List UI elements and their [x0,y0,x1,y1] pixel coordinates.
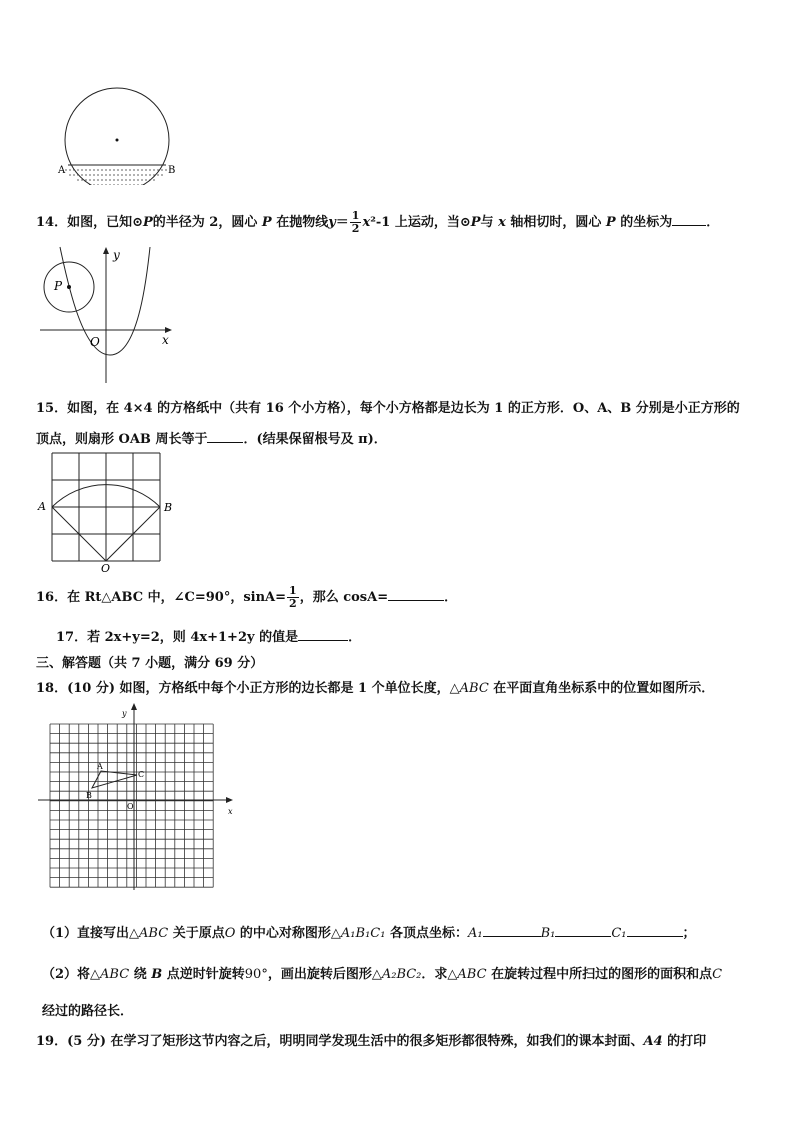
question-16-text [36,585,457,610]
q15-grid-figure [34,448,184,574]
label-c: C [138,770,145,779]
grid-lines [52,453,160,561]
frac-denominator: 2 [289,597,297,610]
q18-part2: 在平面直角坐标系中的位置如图所示． [488,681,715,696]
q18-sub2-part6: 在旋转过程中所扫过的图形的面积和点 [486,967,713,982]
frac-numerator: 1 [351,209,360,222]
label-p: P [54,279,63,293]
answer-blank [388,588,444,601]
q14-part3: 在抛物线 [271,215,329,230]
q14-part7: 的坐标为 [615,215,673,230]
q18-sub1-part2: 关于原点 [168,926,225,941]
question-19-text [36,1030,706,1049]
question-18-sub-2-line-2: 经过的路径长． [42,1004,134,1019]
q16-fraction [287,585,299,610]
q18-a1: A₁ [467,926,483,941]
answer-blank [672,213,706,226]
question-18-text [36,677,714,696]
q16-end: ． [444,590,458,605]
q17-part1: 17．若 2x+y=2，则 4x+1+2y 的值是 [56,630,299,645]
label-o: O [127,802,134,811]
q14-var-y: y [328,215,336,230]
q14-number: 14 [36,215,55,230]
q17-end: ． [348,630,362,645]
q18-sub1-part3: 的中心对称图形 [235,926,331,941]
label-o: O [101,562,111,574]
q18-sub2-point-b: B [151,967,163,982]
q14-parabola-figure [38,245,178,385]
q15-line2a: 顶点，则扇形 OAB 周长等于 [36,432,208,447]
q18-sub1-figure: △A₁B₁C₁ [330,926,386,941]
section-3-title: 三、解答题（共 7 小题，满分 69 分） [36,656,264,671]
q18-sub2-part5: ．求 [421,967,448,982]
label-b: B [164,501,173,514]
question-18-sub-2 [42,963,722,982]
label-x: x [228,807,233,816]
q14-fraction [350,210,362,235]
q16-part2: ，那么 cosA= [299,590,389,605]
q19-a4: A4 [643,1034,663,1049]
label-a: A [97,762,103,771]
q18-sub1-part1: （1）直接写出 [42,926,130,941]
q18-sub2-part1: （2）将 [42,967,91,982]
question-17-text [56,626,361,645]
q18-sub2-degree: 90° [244,967,268,982]
q14-part1: ．如图，已知⊙ [54,215,143,230]
question-15-line-2 [36,428,387,447]
q18-c1: C₁ [611,926,627,941]
q18-sub1-end: ； [682,926,696,941]
q18-sub2-figure: △A₂BC₂ [371,967,422,982]
q14-var-x: x [498,215,506,230]
answer-blank [207,430,243,443]
label-b: B [86,791,92,800]
q18-triangle: △ABC [449,681,489,696]
q14-part6: 轴相切时，圆心 [505,215,606,230]
q18-sub1-triangle: △ABC [129,926,169,941]
q18-b1: B₁ [540,926,556,941]
q18-sub2-part3: 点逆时针旋转 [162,967,245,982]
q19-part2: 的打印 [662,1034,707,1049]
center-dot [116,139,119,142]
answer-blank-b1 [555,924,611,937]
q18-sub2-triangle: △ABC [90,967,130,982]
q18-sub2-point-c: C [712,967,723,982]
question-15-line-1: 15．如图，在 4×4 的方格纸中（共有 16 个小方格），每个小方格都是边长为 1 的正方形．O、A、B 分别是小正方形的 [36,401,740,416]
label-y: y [113,248,120,262]
circle-outline [65,88,169,185]
q14-var-p: P [470,215,481,230]
frac-numerator: 1 [289,584,297,597]
q18-part1: 18．(10 分) 如图，方格纸中每个小正方形的边长都是 1 个单位长度， [36,681,450,696]
label-a: A [38,500,46,513]
q15-line2b: ．(结果保留根号及 π)． [243,432,387,447]
question-18-sub-1 [42,922,696,941]
q18-coordinate-figure [36,702,246,894]
q14-part4: ²-1 上运动，当⊙ [370,215,471,230]
q18-sub1-part4: 各顶点坐标： [385,926,468,941]
q14-var-p: P [605,215,616,230]
q16-part1: 16．在 Rt△ABC 中，∠C=90°，sinA= [36,590,287,605]
label-b: B [168,165,176,176]
y-axis-arrow [103,247,109,254]
q18-sub1-origin: O [224,926,236,941]
x-axis-arrow [226,797,233,803]
triangle-abc [92,771,137,788]
q14-var-p: P [143,215,153,230]
q14-var-p: P [261,215,272,230]
q14-part5: 与 [480,215,499,230]
point-p [67,285,71,289]
q14-var-x: x [362,215,371,230]
frac-denominator: 2 [351,222,360,235]
label-o: O [90,335,100,349]
parabola-curve [60,247,150,355]
q19-part1: 19．(5 分) 在学习了矩形这节内容之后，明明同学发现生活中的很多矩形都很特殊，如我们的课本封面、 [36,1034,644,1049]
q18-sub2-part2: 绕 [129,967,152,982]
label-x: x [162,333,169,347]
y-axis-arrow [131,703,137,710]
q18-sub2-triangle-2: △ABC [447,967,487,982]
q13-circle-figure [55,80,185,185]
q18-sub2-part4: ，画出旋转后图形 [267,967,372,982]
q14-part2: 的半径为 2，圆心 [152,215,262,230]
question-14-text [36,210,719,235]
label-a: A [58,165,66,176]
q14-equals: ＝ [335,215,349,230]
answer-blank [298,628,348,641]
q14-end: ． [706,215,720,230]
answer-blank-c1 [627,924,683,937]
label-y: y [122,709,127,718]
answer-blank-a1 [483,924,541,937]
